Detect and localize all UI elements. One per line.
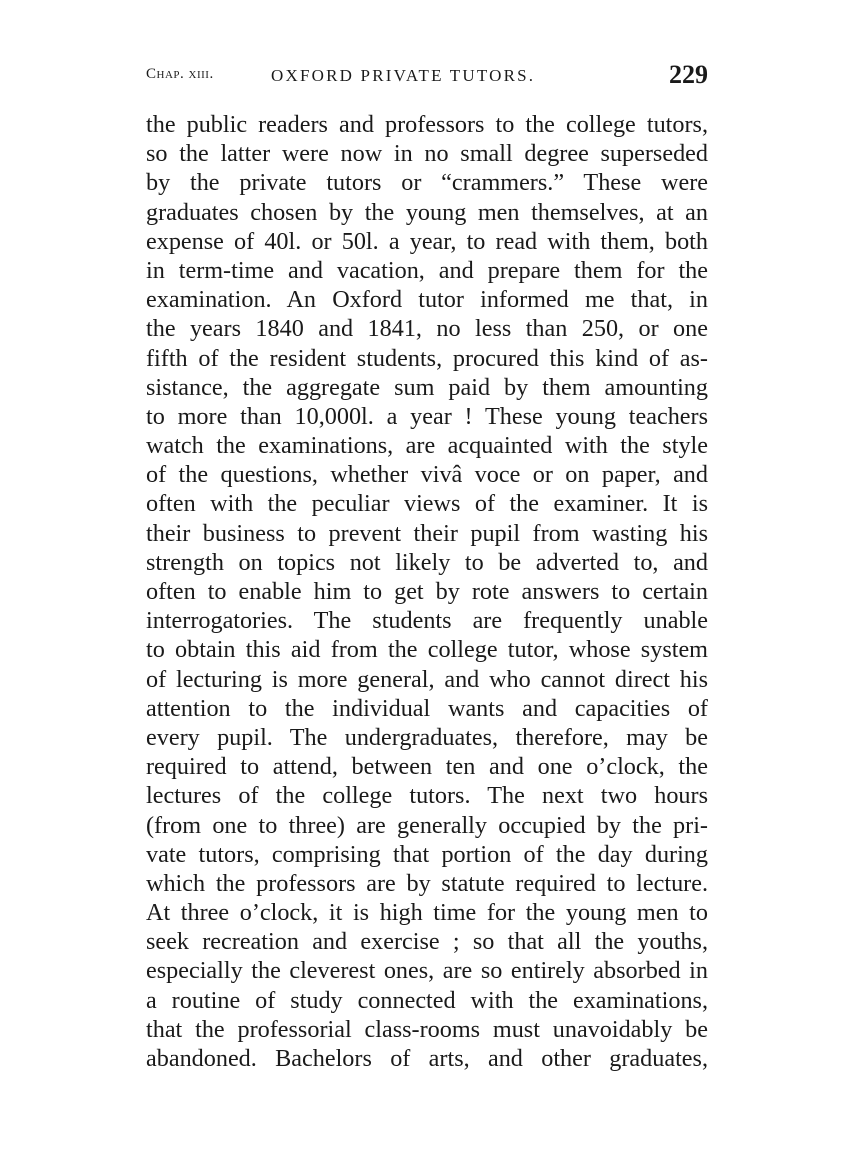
text-line: every pupil. The undergraduates, therefore, may be xyxy=(146,723,708,751)
text-line: graduates chosen by the young men themselves, at an xyxy=(146,198,708,226)
text-line: of lecturing is more general, and who cannot direct his xyxy=(146,665,708,693)
text-line: required to attend, between ten and one o’clock, the xyxy=(146,753,708,781)
text-line: a routine of study connected with the examinations, xyxy=(146,986,708,1014)
text-line: in term-time and vacation, and prepare them for the xyxy=(146,256,708,284)
text-line: interrogatories. The students are frequently unable xyxy=(146,607,708,635)
text-line: expense of 40l. or 50l. a year, to read with them, both xyxy=(146,227,708,255)
text-line: abandoned. Bachelors of arts, and other graduates, xyxy=(146,1045,708,1072)
text-line: At three o’clock, it is high time for the young men to xyxy=(146,899,708,927)
text-line: seek recreation and exercise ; so that all the youths, xyxy=(146,928,708,956)
text-line: by the private tutors or “crammers.” These were xyxy=(146,169,708,197)
text-line: the years 1840 and 1841, no less than 250, or one xyxy=(146,315,708,343)
text-line: of the questions, whether vivâ voce or on paper, and xyxy=(146,461,708,489)
text-line: that the professorial class-rooms must unavoidably be xyxy=(146,1015,708,1043)
text-line: fifth of the resident students, procured this kind of as- xyxy=(146,344,708,372)
text-line: attention to the individual wants and capacities of xyxy=(146,694,708,722)
page-number: 229 xyxy=(669,60,708,89)
text-line: vate tutors, comprising that portion of the day during xyxy=(146,840,708,868)
text-line: strength on topics not likely to be adverted to, and xyxy=(146,548,708,576)
body-text xyxy=(146,110,708,1073)
text-line: the public readers and professors to the college tutors, xyxy=(146,111,708,138)
text-line: often with the peculiar views of the examiner. It is xyxy=(146,490,708,518)
text-line: sistance, the aggregate sum paid by them amounting xyxy=(146,373,708,401)
text-line: their business to prevent their pupil from wasting his xyxy=(146,519,708,547)
text-line: watch the examinations, are acquainted with the style xyxy=(146,432,708,460)
text-line: so the latter were now in no small degree superseded xyxy=(146,140,708,168)
running-head xyxy=(146,60,708,100)
text-line: to obtain this aid from the college tutor, whose system xyxy=(146,636,708,664)
text-line: examination. An Oxford tutor informed me that, in xyxy=(146,286,708,314)
text-line: often to enable him to get by rote answers to certain xyxy=(146,578,708,605)
chapter-label: Chap. xiii. xyxy=(146,66,214,82)
text-line: which the professors are by statute required to lecture. xyxy=(146,869,708,897)
text-line: especially the cleverest ones, are so entirely absorbed in xyxy=(146,957,708,985)
text-line: to more than 10,000l. a year ! These young teachers xyxy=(146,402,708,430)
running-title: OXFORD PRIVATE TUTORS. xyxy=(271,66,536,85)
text-line: (from one to three) are generally occupied by the pri- xyxy=(146,811,708,839)
text-line: lectures of the college tutors. The next two hours xyxy=(146,782,708,810)
